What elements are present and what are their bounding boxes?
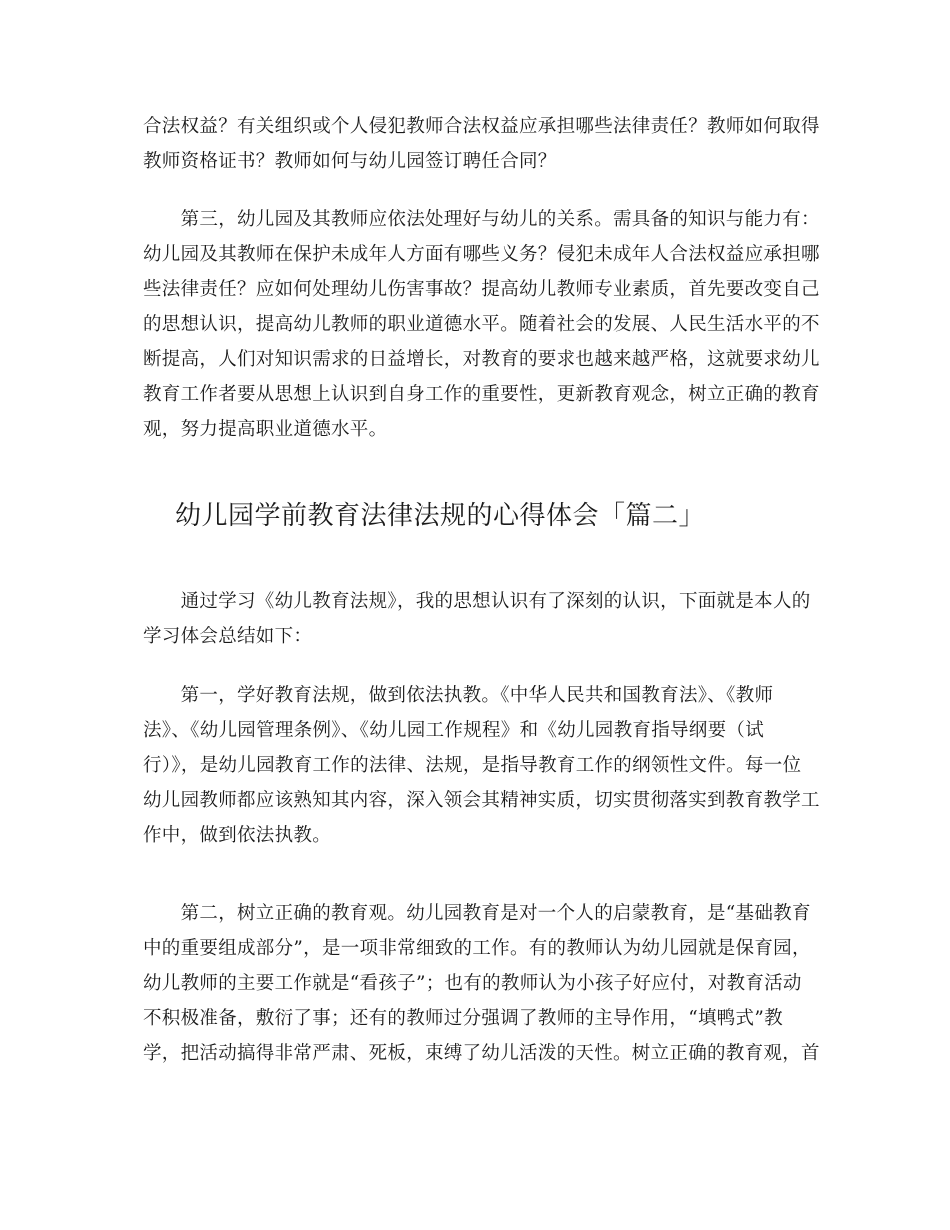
body-text-line: 合法权益？有关组织或个人侵犯教师合法权益应承担哪些法律责任？教师如何取得 bbox=[143, 116, 820, 137]
body-text-line: 不积极准备，敷衍了事；还有的教师过分强调了教师的主导作用，“填鸭式”教 bbox=[143, 1008, 783, 1029]
body-text-line: 学习体会总结如下： bbox=[143, 626, 313, 647]
body-text-line: 作中，做到依法执教。 bbox=[143, 825, 332, 846]
body-text-line: 观，努力提高职业道德水平。 bbox=[143, 419, 388, 440]
body-text-line: 些法律责任？应如何处理幼儿伤害事故？提高幼儿教师专业素质，首先要改变自己 bbox=[143, 279, 820, 300]
body-text-line: 幼儿园及其教师在保护未成年人方面有哪些义务？侵犯未成年人合法权益应承担哪 bbox=[143, 244, 820, 265]
body-text-line: 幼儿园教师都应该熟知其内容，深入领会其精神实质，切实贯彻落实到教育教学工 bbox=[143, 790, 820, 811]
paragraph-second-start: 第二，树立正确的教育观。幼儿园教育是对一个人的启蒙教育，是“基础教育 bbox=[143, 903, 811, 924]
body-text-line: 的思想认识，提高幼儿教师的职业道德水平。随着社会的发展、人民生活水平的不 bbox=[143, 314, 820, 335]
body-text-line: 中的重要组成部分”，是一项非常细致的工作。有的教师认为幼儿园就是保育园， bbox=[143, 938, 811, 959]
paragraph-intro-start: 通过学习《幼儿教育法规》，我的思想认识有了深刻的认识，下面就是本人的 bbox=[143, 591, 811, 612]
paragraph-third-start: 第三，幼儿园及其教师应依法处理好与幼儿的关系。需具备的知识与能力有： bbox=[143, 209, 820, 230]
body-text-line: 学，把活动搞得非常严肃、死板，束缚了幼儿活泼的天性。树立正确的教育观，首 bbox=[143, 1043, 820, 1064]
body-text-line: 教师资格证书？教师如何与幼儿园签订聘任合同？ bbox=[143, 151, 557, 172]
section-heading: 幼儿园学前教育法律法规的心得体会「篇二」 bbox=[175, 501, 706, 531]
body-text-line: 行）》，是幼儿园教育工作的法律、法规，是指导教育工作的纲领性文件。每一位 bbox=[143, 755, 802, 776]
body-text-line: 幼儿教师的主要工作就是“看孩子”；也有的教师认为小孩子好应付，对教育活动 bbox=[143, 973, 802, 994]
paragraph-first-start: 第一，学好教育法规，做到依法执教。《中华人民共和国教育法》、《教师 bbox=[143, 685, 774, 706]
body-text-line: 法》、《幼儿园管理条例》、《幼儿园工作规程》和《幼儿园教育指导纲要（试 bbox=[143, 720, 765, 741]
body-text-line: 教育工作者要从思想上认识到自身工作的重要性，更新教育观念，树立正确的教育 bbox=[143, 384, 820, 405]
body-text-line: 断提高，人们对知识需求的日益增长，对教育的要求也越来越严格，这就要求幼儿 bbox=[143, 349, 820, 370]
